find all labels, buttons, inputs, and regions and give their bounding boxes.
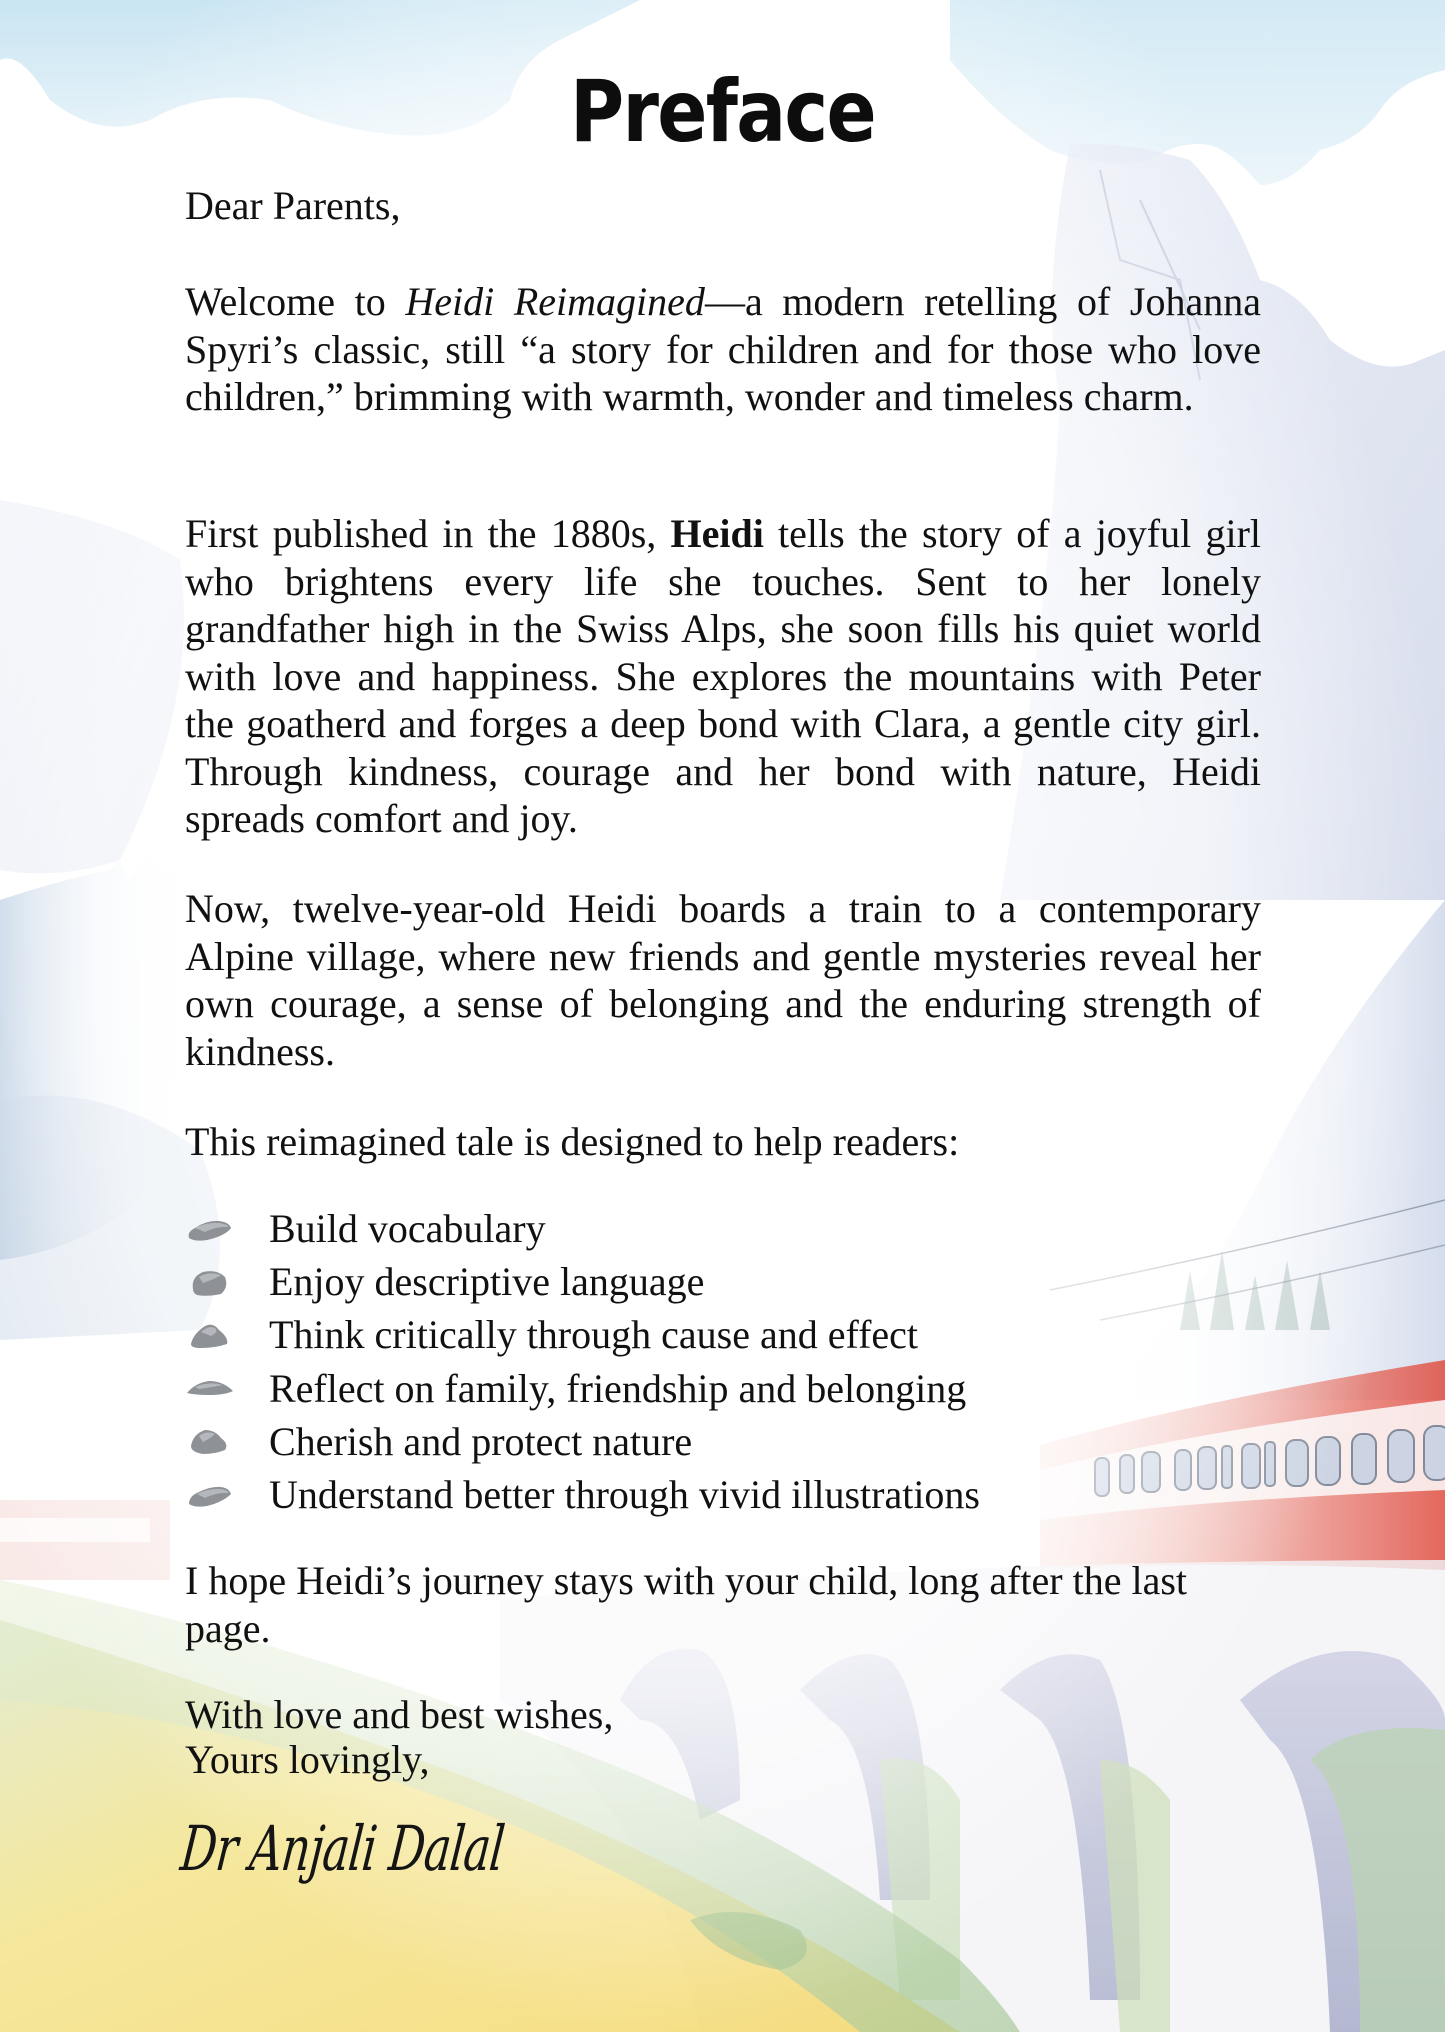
list-item — [185, 1255, 980, 1308]
closing-paragraph — [185, 1557, 1225, 1652]
list-item-text: Enjoy descriptive language — [269, 1259, 705, 1305]
paragraph-modern-text: Now, twelve-year-old Heidi boards a train to a contemporary Alpine village, where new friends and gentle mysteries reveal her own courage, a sense of belonging and the enduring strength of kindness. — [185, 886, 1261, 1074]
book-title: Heidi Reimagined — [405, 279, 705, 324]
stone-icon — [185, 1214, 235, 1244]
heidi-bold: Heidi — [670, 511, 764, 556]
list-item — [185, 1308, 980, 1361]
list-item — [185, 1415, 980, 1468]
stone-icon — [185, 1320, 235, 1350]
list-item-text: Understand better through vivid illustrations — [269, 1472, 980, 1518]
paragraph-history-lead: First published in the 1880s, — [185, 511, 671, 556]
list-item-text: Think critically through cause and effect — [269, 1312, 919, 1358]
paragraph-welcome-rest: —a modern retelling of Johanna Spyri’s classic, still “a story for children and for those who love children,” brimming with warmth, wonder and timeless charm. — [185, 279, 1262, 419]
page-title: Preface — [570, 62, 875, 162]
paragraph-history-rest: tells the story of a joyful girl who brightens every life she touches. Sent to her lonely grandfather high in the Swiss Alps, she soon fills his quiet world with love and happiness. She explores the mountains with Peter the goatherd and forges a deep bond with Clara, a gentle city girl. Through kindness, courage and her bond with nature, Heidi spreads comfort and joy. — [185, 511, 1261, 841]
list-item-text: Reflect on family, friendship and belonging — [269, 1365, 967, 1411]
stone-icon — [185, 1373, 235, 1403]
benefits-list — [185, 1202, 980, 1521]
list-intro-text: This reimagined tale is designed to help readers: — [185, 1119, 960, 1164]
stone-icon — [185, 1267, 235, 1297]
signature: Dr Anjali Dalal — [177, 1812, 508, 1885]
list-intro — [185, 1118, 1261, 1166]
stone-icon — [185, 1480, 235, 1510]
list-item-text: Build vocabulary — [269, 1206, 546, 1251]
list-item-text: Cherish and protect nature — [269, 1418, 693, 1464]
list-item — [185, 1362, 980, 1415]
paragraph-history — [185, 510, 1261, 843]
paragraph-welcome-lead: Welcome to — [185, 279, 406, 324]
stone-icon — [185, 1426, 235, 1456]
paragraph-modern — [185, 885, 1261, 1075]
list-item — [185, 1468, 980, 1521]
signoff-line-1: With love and best wishes, — [185, 1692, 614, 1737]
list-item — [185, 1202, 980, 1255]
closing-text: I hope Heidi’s journey stays with your child, long after the last page. — [185, 1558, 1188, 1651]
signoff-line-2: Yours lovingly, — [185, 1737, 430, 1782]
signoff — [185, 1692, 1261, 1782]
greeting-text: Dear Parents, — [185, 183, 401, 228]
greeting — [185, 182, 1261, 230]
paragraph-welcome — [185, 278, 1261, 421]
